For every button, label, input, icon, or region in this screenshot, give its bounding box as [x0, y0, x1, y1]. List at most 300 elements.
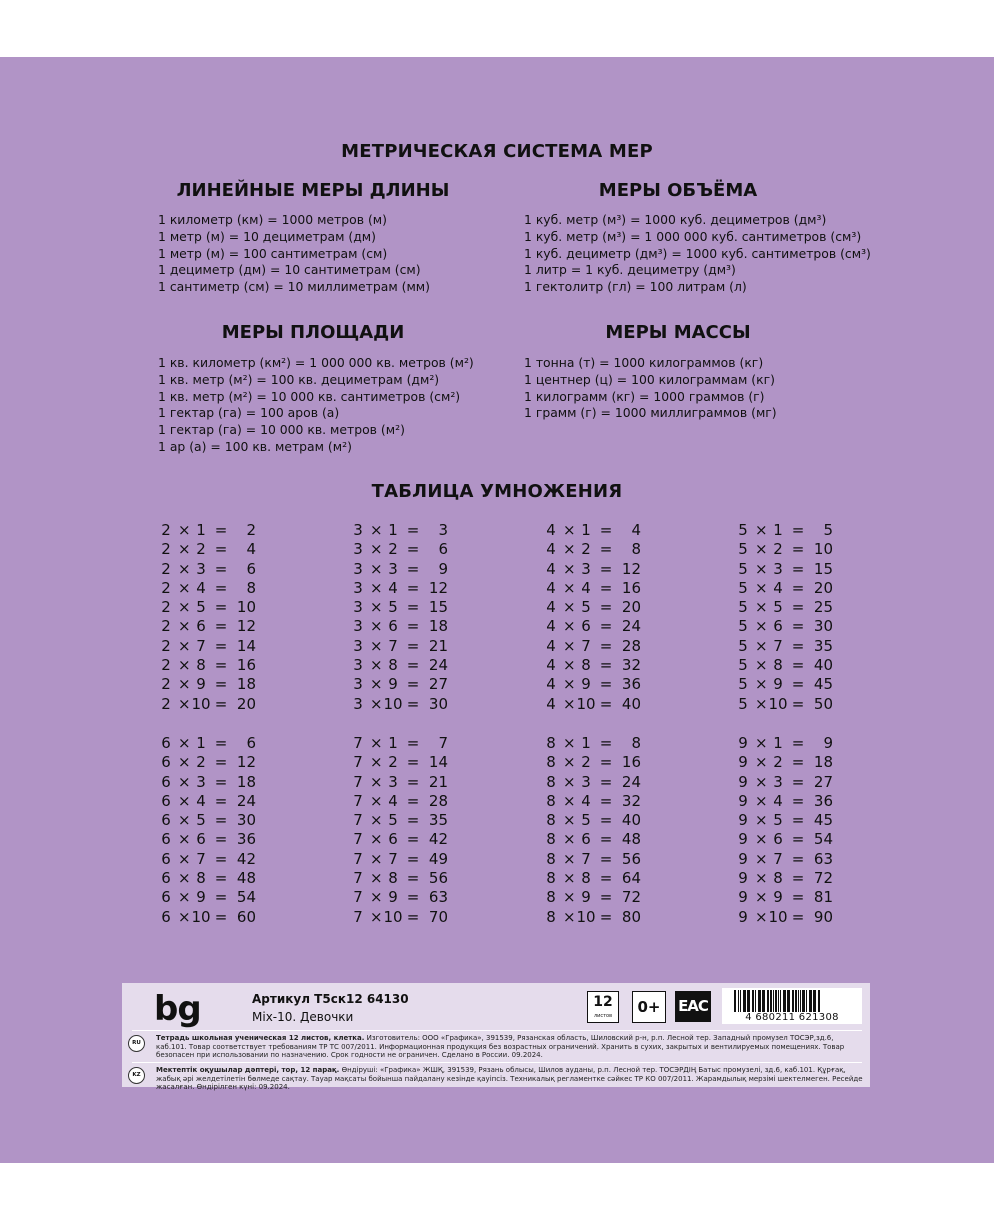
multiplier: 4 — [581, 578, 591, 597]
measure-line: 1 дециметр (дм) = 10 сантиметрам (см) — [158, 262, 421, 278]
equals-sign: = — [406, 811, 420, 830]
product: 35 — [428, 811, 448, 830]
equals-sign: = — [599, 598, 613, 617]
product-label — [122, 983, 870, 1092]
multiplicand: 3 — [353, 578, 363, 597]
multiplicand: 8 — [546, 753, 556, 772]
measure-line: 1 гектар (га) = 10 000 кв. метров (м²) — [158, 422, 405, 438]
multiplier: 4 — [773, 578, 783, 597]
times-table-5 — [737, 521, 857, 714]
multiplicand: 2 — [161, 578, 171, 597]
multiplication-row — [352, 734, 472, 753]
equals-sign: = — [599, 521, 613, 539]
multiplicand: 8 — [546, 791, 556, 810]
length-section-title: ЛИНЕЙНЫЕ МЕРЫ ДЛИНЫ — [176, 180, 450, 201]
product: 6 — [438, 540, 448, 559]
product: 30 — [236, 811, 256, 830]
product: 12 — [236, 617, 256, 636]
multiplier: 10 — [191, 694, 211, 713]
equals-sign: = — [406, 540, 420, 559]
measure-line: 1 тонна (т) = 1000 килограммов (кг) — [524, 355, 764, 370]
multiplier: 5 — [196, 598, 206, 617]
product: 80 — [621, 907, 641, 926]
barcode — [722, 988, 862, 1024]
multiplier: 9 — [388, 888, 398, 907]
multiplication-row — [352, 869, 472, 888]
times-sign: × — [563, 598, 576, 617]
multiplier: 2 — [388, 753, 398, 772]
multiplicand: 3 — [353, 675, 363, 694]
product: 81 — [813, 888, 833, 907]
multiplier: 9 — [196, 675, 206, 694]
product: 45 — [813, 675, 833, 694]
times-sign: × — [755, 753, 768, 772]
multiplicand: 6 — [161, 849, 171, 868]
times-sign: × — [755, 869, 768, 888]
times-sign: × — [370, 907, 383, 926]
equals-sign: = — [599, 636, 613, 655]
times-sign: × — [755, 598, 768, 617]
multiplication-row — [737, 753, 857, 772]
multiplicand: 4 — [546, 636, 556, 655]
multiplication-row — [545, 753, 665, 772]
multiplicand: 3 — [353, 559, 363, 578]
barcode-bar — [800, 990, 801, 1012]
barcode-bar — [792, 990, 794, 1012]
multiplier: 8 — [196, 869, 206, 888]
multiplicand: 8 — [546, 811, 556, 830]
times-sign: × — [370, 521, 383, 539]
multiplier: 9 — [773, 675, 783, 694]
multiplicand: 3 — [353, 540, 363, 559]
times-sign: × — [755, 811, 768, 830]
barcode-bar — [806, 990, 807, 1012]
multiplication-row — [545, 637, 665, 656]
times-sign: × — [370, 753, 383, 772]
multiplication-row — [545, 656, 665, 675]
multiplication-row — [545, 598, 665, 617]
multiplication-row — [737, 521, 857, 540]
multiplication-row — [737, 560, 857, 579]
product: 8 — [246, 578, 256, 597]
times-sign: × — [563, 559, 576, 578]
times-sign: × — [563, 694, 576, 713]
equals-sign: = — [791, 753, 805, 772]
multiplicand: 7 — [353, 830, 363, 849]
barcode-bar — [752, 990, 754, 1012]
equals-sign: = — [599, 559, 613, 578]
measure-line: 1 грамм (г) = 1000 миллиграммов (мг) — [524, 405, 777, 421]
equals-sign: = — [791, 694, 805, 713]
times-sign: × — [563, 811, 576, 830]
multiplicand: 8 — [546, 869, 556, 888]
multiplicand: 9 — [738, 888, 748, 907]
product: 10 — [813, 540, 833, 559]
multiplier: 4 — [196, 578, 206, 597]
product: 28 — [621, 636, 641, 655]
multiplier: 8 — [581, 869, 591, 888]
measure-line: 1 куб. дециметр (дм³) = 1000 куб. сантиметров (см³) — [524, 245, 871, 261]
multiplication-row — [737, 888, 857, 907]
barcode-bar — [743, 990, 746, 1012]
multiplication-row — [160, 734, 280, 753]
multiplication-row — [545, 773, 665, 792]
product: 72 — [813, 869, 833, 888]
multiplication-row — [545, 579, 665, 598]
equals-sign: = — [214, 811, 228, 830]
product: 4 — [631, 521, 641, 539]
multiplicand: 9 — [738, 811, 748, 830]
barcode-bar — [818, 990, 820, 1012]
multiplier: 10 — [768, 694, 788, 713]
product: 7 — [438, 734, 448, 752]
multiplier: 8 — [388, 869, 398, 888]
multiplication-row — [737, 850, 857, 869]
product: 18 — [236, 772, 256, 791]
times-sign: × — [178, 598, 191, 617]
equals-sign: = — [791, 869, 805, 888]
multiplicand: 9 — [738, 830, 748, 849]
equals-sign: = — [599, 830, 613, 849]
multiplier: 9 — [388, 675, 398, 694]
multiplicand: 6 — [161, 888, 171, 907]
times-sign: × — [178, 540, 191, 559]
multiplication-row — [352, 617, 472, 636]
multiplicand: 9 — [738, 753, 748, 772]
equals-sign: = — [406, 753, 420, 772]
product: 32 — [621, 656, 641, 675]
product: 36 — [236, 830, 256, 849]
equals-sign: = — [214, 521, 228, 539]
multiplier: 10 — [576, 694, 596, 713]
product: 5 — [823, 521, 833, 539]
equals-sign: = — [214, 598, 228, 617]
equals-sign: = — [214, 907, 228, 926]
multiplier: 5 — [388, 811, 398, 830]
multiplicand: 7 — [353, 734, 363, 752]
multiplicand: 3 — [353, 656, 363, 675]
times-sign: × — [755, 734, 768, 752]
multiplicand: 7 — [353, 811, 363, 830]
multiplicand: 4 — [546, 694, 556, 713]
product: 18 — [428, 617, 448, 636]
times-sign: × — [755, 772, 768, 791]
product: 8 — [631, 540, 641, 559]
equals-sign: = — [599, 888, 613, 907]
times-sign: × — [370, 656, 383, 675]
multiplier: 1 — [196, 734, 206, 752]
product: 27 — [813, 772, 833, 791]
times-sign: × — [755, 830, 768, 849]
equals-sign: = — [214, 791, 228, 810]
multiplier: 4 — [196, 791, 206, 810]
measure-line: 1 центнер (ц) = 100 килограммам (кг) — [524, 371, 775, 387]
multiplicand: 7 — [353, 888, 363, 907]
barcode-bar — [813, 990, 816, 1012]
multiplication-row — [160, 830, 280, 849]
sheets-word: листов — [593, 1013, 613, 1019]
times-sign: × — [178, 888, 191, 907]
times-sign: × — [563, 907, 576, 926]
times-sign: × — [370, 598, 383, 617]
kz-legal-body: Өндіруші: «Графика» ЖШҚ, 391539, Рязань облысы, Шилов ауданы, р.п. Лесной тер. ТОСЭРДІҢ Батыс промузелі, зд.6, каб.101. Құрғақ, жабық әрі желдетілетін бөлмеде сақтау. Тауар мақсаты бойынша пайдалану кезінде қауіпсіз. Техникалық регламентке сәйкес ТР КО 007/2011. Жарамдылық мерзімі шектелмеген. Ресейде жасалған. Өндірілген күні: 09.2024. — [156, 1066, 863, 1092]
multiplicand: 8 — [546, 849, 556, 868]
multiplier: 3 — [388, 559, 398, 578]
times-sign: × — [563, 849, 576, 868]
product: 8 — [631, 734, 641, 752]
barcode-bar — [787, 990, 790, 1012]
multiplication-row — [737, 734, 857, 753]
times-sign: × — [370, 694, 383, 713]
equals-sign: = — [406, 694, 420, 713]
equals-sign: = — [599, 694, 613, 713]
multiplicand: 2 — [161, 675, 171, 694]
times-sign: × — [178, 869, 191, 888]
multiplier: 2 — [773, 540, 783, 559]
equals-sign: = — [214, 772, 228, 791]
multiplier: 1 — [388, 734, 398, 752]
equals-sign: = — [214, 559, 228, 578]
times-sign: × — [563, 636, 576, 655]
multiplication-row — [352, 850, 472, 869]
multiplication-row — [545, 888, 665, 907]
product: 14 — [428, 753, 448, 772]
divider — [132, 1062, 862, 1063]
multiplicand: 5 — [738, 636, 748, 655]
times-sign: × — [755, 791, 768, 810]
product: 12 — [236, 753, 256, 772]
times-sign: × — [755, 907, 768, 926]
multiplication-row — [352, 521, 472, 540]
product: 56 — [621, 849, 641, 868]
equals-sign: = — [791, 734, 805, 752]
times-sign: × — [755, 636, 768, 655]
equals-sign: = — [214, 869, 228, 888]
product: 20 — [236, 694, 256, 713]
multiplier: 2 — [581, 540, 591, 559]
multiplicand: 5 — [738, 675, 748, 694]
multiplicand: 8 — [546, 830, 556, 849]
times-sign: × — [755, 675, 768, 694]
multiplication-row — [737, 617, 857, 636]
barcode-bar — [802, 990, 805, 1012]
multiplication-row — [160, 598, 280, 617]
equals-sign: = — [599, 675, 613, 694]
multiplicand: 2 — [161, 656, 171, 675]
multiplication-row — [545, 830, 665, 849]
times-sign: × — [370, 617, 383, 636]
multiplicand: 2 — [161, 694, 171, 713]
equals-sign: = — [791, 636, 805, 655]
multiplicand: 7 — [353, 772, 363, 791]
times-sign: × — [178, 791, 191, 810]
multiplicand: 9 — [738, 907, 748, 926]
multiplication-row — [160, 888, 280, 907]
multiplication-row — [737, 695, 857, 714]
times-sign: × — [178, 578, 191, 597]
times-sign: × — [178, 734, 191, 752]
times-table-8 — [545, 734, 665, 927]
multiplier: 2 — [581, 753, 591, 772]
equals-sign: = — [791, 811, 805, 830]
equals-sign: = — [599, 907, 613, 926]
multiplier: 7 — [388, 849, 398, 868]
equals-sign: = — [406, 578, 420, 597]
product: 2 — [246, 521, 256, 539]
equals-sign: = — [791, 559, 805, 578]
multiplier: 6 — [196, 617, 206, 636]
multiplier: 10 — [383, 694, 403, 713]
equals-sign: = — [599, 578, 613, 597]
equals-sign: = — [214, 540, 228, 559]
multiplier: 4 — [773, 791, 783, 810]
equals-sign: = — [791, 540, 805, 559]
multiplicand: 3 — [353, 617, 363, 636]
page-title: МЕТРИЧЕСКАЯ СИСТЕМА МЕР — [341, 141, 653, 162]
article-number: Артикул Т5ск12 64130 — [252, 992, 409, 1006]
measure-line: 1 литр = 1 куб. дециметру (дм³) — [524, 262, 736, 278]
barcode-bar — [795, 990, 797, 1012]
product: 45 — [813, 811, 833, 830]
barcode-bars-icon — [734, 990, 850, 1012]
multiplicand: 3 — [353, 521, 363, 539]
multiplication-row — [160, 792, 280, 811]
times-table-6 — [160, 734, 280, 927]
equals-sign: = — [214, 675, 228, 694]
multiplicand: 4 — [546, 540, 556, 559]
multiplier: 5 — [581, 811, 591, 830]
times-sign: × — [755, 694, 768, 713]
equals-sign: = — [791, 675, 805, 694]
multiplication-row — [737, 637, 857, 656]
times-sign: × — [755, 521, 768, 539]
equals-sign: = — [791, 578, 805, 597]
equals-sign: = — [214, 734, 228, 752]
multiplier: 3 — [196, 772, 206, 791]
times-sign: × — [563, 617, 576, 636]
multiplier: 10 — [383, 907, 403, 926]
equals-sign: = — [599, 734, 613, 752]
multiplier: 5 — [773, 811, 783, 830]
times-sign: × — [755, 888, 768, 907]
multiplication-row — [737, 773, 857, 792]
equals-sign: = — [791, 772, 805, 791]
equals-sign: = — [406, 521, 420, 539]
times-sign: × — [178, 675, 191, 694]
measure-line: 1 куб. метр (м³) = 1 000 000 куб. сантиметров (см³) — [524, 228, 862, 244]
multiplicand: 7 — [353, 791, 363, 810]
equals-sign: = — [214, 578, 228, 597]
equals-sign: = — [791, 521, 805, 539]
times-sign: × — [755, 656, 768, 675]
equals-sign: = — [599, 656, 613, 675]
multiplication-row — [352, 811, 472, 830]
multiplicand: 4 — [546, 656, 556, 675]
multiplicand: 6 — [161, 907, 171, 926]
multiplicand: 6 — [161, 772, 171, 791]
times-sign: × — [178, 849, 191, 868]
multiplicand: 3 — [353, 694, 363, 713]
product: 60 — [236, 907, 256, 926]
measure-line: 1 километр (км) = 1000 метров (м) — [158, 212, 387, 227]
product: 12 — [621, 559, 641, 578]
multiplier: 6 — [581, 830, 591, 849]
product: 16 — [236, 656, 256, 675]
multiplier: 7 — [388, 636, 398, 655]
times-sign: × — [755, 540, 768, 559]
times-sign: × — [178, 907, 191, 926]
product: 50 — [813, 694, 833, 713]
multiplier: 2 — [196, 540, 206, 559]
equals-sign: = — [406, 869, 420, 888]
multiplicand: 3 — [353, 598, 363, 617]
product: 3 — [438, 521, 448, 539]
multiplicand: 6 — [161, 811, 171, 830]
times-sign: × — [755, 559, 768, 578]
barcode-bar — [798, 990, 799, 1012]
barcode-bar — [780, 990, 781, 1012]
equals-sign: = — [599, 849, 613, 868]
product: 27 — [428, 675, 448, 694]
times-sign: × — [370, 675, 383, 694]
multiplier: 7 — [581, 849, 591, 868]
measure-line: 1 гектар (га) = 100 аров (а) — [158, 405, 340, 421]
multiplicand: 2 — [161, 540, 171, 559]
times-sign: × — [755, 849, 768, 868]
multiplication-row — [160, 617, 280, 636]
product: 63 — [428, 888, 448, 907]
multiplier: 4 — [581, 791, 591, 810]
multiplication-row — [160, 521, 280, 540]
times-table-4 — [545, 521, 665, 714]
multiplication-row — [352, 656, 472, 675]
equals-sign: = — [214, 636, 228, 655]
product: 48 — [236, 869, 256, 888]
multiplication-row — [352, 598, 472, 617]
multiplicand: 6 — [161, 830, 171, 849]
times-sign: × — [370, 830, 383, 849]
multiplication-row — [160, 656, 280, 675]
measure-line: 1 метр (м) = 100 сантиметрам (см) — [158, 245, 388, 261]
multiplicand: 4 — [546, 617, 556, 636]
multiplier: 1 — [388, 521, 398, 539]
kz-legal-bold: Мектептік оқушылар дәптері, тор, 12 парақ. — [156, 1066, 340, 1074]
times-sign: × — [563, 869, 576, 888]
multiplier: 3 — [196, 559, 206, 578]
times-sign: × — [178, 694, 191, 713]
measure-line: 1 метр (м) = 10 дециметрам (дм) — [158, 228, 376, 244]
equals-sign: = — [791, 791, 805, 810]
product: 42 — [236, 849, 256, 868]
multiplier: 4 — [388, 578, 398, 597]
equals-sign: = — [406, 617, 420, 636]
equals-sign: = — [214, 888, 228, 907]
multiplier: 8 — [388, 656, 398, 675]
equals-sign: = — [406, 675, 420, 694]
multiplier: 1 — [196, 521, 206, 539]
multiplicand: 5 — [738, 559, 748, 578]
equals-sign: = — [406, 598, 420, 617]
times-sign: × — [563, 734, 576, 752]
product: 40 — [621, 694, 641, 713]
ru-legal-text — [156, 1034, 866, 1060]
multiplication-row — [160, 753, 280, 772]
product: 16 — [621, 578, 641, 597]
product: 9 — [823, 734, 833, 752]
multiplier: 1 — [581, 521, 591, 539]
product: 32 — [621, 791, 641, 810]
times-sign: × — [563, 753, 576, 772]
